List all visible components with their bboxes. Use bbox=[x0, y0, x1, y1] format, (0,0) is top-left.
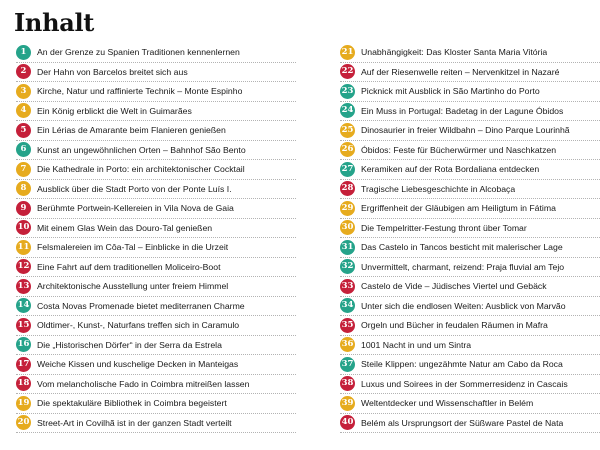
page-title: Inhalt bbox=[14, 8, 95, 37]
toc-item-title: Weiche Kissen und kuschelige Decken in Manteigas bbox=[37, 359, 239, 370]
toc-item-number-badge: 5 bbox=[16, 123, 31, 138]
toc-item-title: Mit einem Glas Wein das Douro-Tal genießen bbox=[37, 222, 213, 233]
toc-item[interactable] bbox=[16, 414, 296, 434]
toc-item[interactable] bbox=[16, 297, 296, 317]
toc-item-title: Orgeln und Bücher in feudalen Räumen in Mafra bbox=[361, 320, 548, 331]
toc-item[interactable] bbox=[340, 375, 600, 395]
toc-item-title: Das Castelo in Tancos besticht mit malerischer Lage bbox=[361, 242, 563, 253]
toc-item-number-badge: 19 bbox=[16, 396, 31, 411]
toc-item-title: Street-Art in Covilhã ist in der ganzen Stadt verteilt bbox=[37, 417, 232, 428]
toc-item[interactable] bbox=[340, 336, 600, 356]
toc-item-title: Eine Fahrt auf dem traditionellen Moliceiro-Boot bbox=[37, 261, 221, 272]
toc-item[interactable] bbox=[340, 82, 600, 102]
toc-item[interactable] bbox=[340, 63, 600, 83]
toc-item-number-badge: 38 bbox=[340, 376, 355, 391]
toc-item-title: Ausblick über die Stadt Porto von der Ponte Luís I. bbox=[37, 183, 232, 194]
toc-item-number-badge: 39 bbox=[340, 396, 355, 411]
toc-item-title: Castelo de Vide – Jüdisches Viertel und Gebäck bbox=[361, 281, 547, 292]
toc-item-number-badge: 13 bbox=[16, 279, 31, 294]
toc-item-number-badge: 21 bbox=[340, 45, 355, 60]
toc-item[interactable] bbox=[340, 277, 600, 297]
toc-item-number-badge: 6 bbox=[16, 142, 31, 157]
toc-item[interactable] bbox=[16, 199, 296, 219]
toc-item[interactable] bbox=[340, 238, 600, 258]
toc-item-number-badge: 32 bbox=[340, 259, 355, 274]
toc-item-title: Keramiken auf der Rota Bordaliana entdecken bbox=[361, 164, 540, 175]
toc-item-title: An der Grenze zu Spanien Traditionen kennenlernen bbox=[37, 47, 240, 58]
toc-item-number-badge: 26 bbox=[340, 142, 355, 157]
toc-item[interactable] bbox=[340, 414, 600, 434]
toc-item-title: Tragische Liebesgeschichte in Alcobaça bbox=[361, 183, 516, 194]
toc-item[interactable] bbox=[16, 258, 296, 278]
toc-item-title: Der Hahn von Barcelos breitet sich aus bbox=[37, 66, 188, 77]
toc-item-number-badge: 25 bbox=[340, 123, 355, 138]
toc-item[interactable] bbox=[340, 180, 600, 200]
toc-item-number-badge: 33 bbox=[340, 279, 355, 294]
toc-item[interactable] bbox=[16, 121, 296, 141]
toc-item-number-badge: 17 bbox=[16, 357, 31, 372]
toc-item[interactable] bbox=[16, 316, 296, 336]
toc-item-title: Berühmte Portwein-Kellereien in Vila Nova de Gaia bbox=[37, 203, 234, 214]
toc-item[interactable] bbox=[340, 43, 600, 63]
toc-item-title: Unvermittelt, charmant, reizend: Praja fluvial am Tejo bbox=[361, 261, 565, 272]
toc-item-title: Die „Historischen Dörfer“ in der Serra da Estrela bbox=[37, 339, 222, 350]
toc-item-number-badge: 27 bbox=[340, 162, 355, 177]
toc-item-number-badge: 11 bbox=[16, 240, 31, 255]
toc-item[interactable] bbox=[16, 375, 296, 395]
toc-item-number-badge: 20 bbox=[16, 415, 31, 430]
toc-item-title: Ein Lérias de Amarante beim Flanieren genießen bbox=[37, 125, 226, 136]
toc-item[interactable] bbox=[340, 102, 600, 122]
toc-item-number-badge: 28 bbox=[340, 181, 355, 196]
toc-item-number-badge: 15 bbox=[16, 318, 31, 333]
toc-item[interactable] bbox=[16, 160, 296, 180]
toc-item-number-badge: 14 bbox=[16, 298, 31, 313]
toc-item-number-badge: 18 bbox=[16, 376, 31, 391]
toc-item-title: Felsmalereien im Côa-Tal – Einblicke in die Urzeit bbox=[37, 242, 229, 253]
toc-item-number-badge: 4 bbox=[16, 103, 31, 118]
toc-item[interactable] bbox=[340, 121, 600, 141]
toc-item-title: Ein Muss in Portugal: Badetag in der Lagune Óbidos bbox=[361, 105, 564, 116]
toc-item-title: Auf der Riesenwelle reiten – Nervenkitzel in Nazaré bbox=[361, 66, 560, 77]
toc-item-number-badge: 22 bbox=[340, 64, 355, 79]
toc-item-title: Unabhängigkeit: Das Kloster Santa Maria Vitória bbox=[361, 47, 548, 58]
toc-item-title: Costa Novas Promenade bietet mediterranen Charme bbox=[37, 300, 245, 311]
toc-item-number-badge: 10 bbox=[16, 220, 31, 235]
toc-item-number-badge: 3 bbox=[16, 84, 31, 99]
toc-item[interactable] bbox=[16, 219, 296, 239]
toc-item[interactable] bbox=[340, 297, 600, 317]
toc-item[interactable] bbox=[340, 355, 600, 375]
toc-item-title: Kirche, Natur und raffinierte Technik – Monte Espinho bbox=[37, 86, 243, 97]
toc-item-number-badge: 7 bbox=[16, 162, 31, 177]
toc-item-title: Kunst an ungewöhnlichen Orten – Bahnhof São Bento bbox=[37, 144, 246, 155]
toc-item[interactable] bbox=[16, 141, 296, 161]
toc-column-left bbox=[16, 43, 296, 433]
toc-item-number-badge: 37 bbox=[340, 357, 355, 372]
toc-column-right bbox=[340, 43, 600, 433]
toc-item[interactable] bbox=[16, 63, 296, 83]
toc-item[interactable] bbox=[16, 336, 296, 356]
toc-item-title: Picknick mit Ausblick in São Martinho do Porto bbox=[361, 86, 540, 97]
toc-item-title: Ein König erblickt die Welt in Guimarães bbox=[37, 105, 192, 116]
toc-item-number-badge: 1 bbox=[16, 45, 31, 60]
toc-item-title: Die spektakuläre Bibliothek in Coimbra begeistert bbox=[37, 398, 227, 409]
toc-item-title: Unter sich die endlosen Weiten: Ausblick von Marvão bbox=[361, 300, 566, 311]
toc-item[interactable] bbox=[16, 394, 296, 414]
toc-item-number-badge: 36 bbox=[340, 337, 355, 352]
toc-item[interactable] bbox=[340, 258, 600, 278]
toc-item-number-badge: 40 bbox=[340, 415, 355, 430]
toc-item-number-badge: 16 bbox=[16, 337, 31, 352]
toc-item-title: Oldtimer-, Kunst-, Naturfans treffen sich in Caramulo bbox=[37, 320, 240, 331]
toc-item-number-badge: 23 bbox=[340, 84, 355, 99]
toc-item-number-badge: 2 bbox=[16, 64, 31, 79]
toc-item[interactable] bbox=[340, 160, 600, 180]
toc-item[interactable] bbox=[340, 199, 600, 219]
toc-item[interactable] bbox=[16, 102, 296, 122]
toc-item-title: 1001 Nacht in und um Sintra bbox=[361, 339, 472, 350]
toc-item-title: Die Tempelritter-Festung thront über Tomar bbox=[361, 222, 527, 233]
toc-item[interactable] bbox=[340, 394, 600, 414]
toc-item[interactable] bbox=[16, 43, 296, 63]
toc-item[interactable] bbox=[16, 180, 296, 200]
toc-item-number-badge: 12 bbox=[16, 259, 31, 274]
toc-item-number-badge: 8 bbox=[16, 181, 31, 196]
toc-item-number-badge: 34 bbox=[340, 298, 355, 313]
toc-item[interactable] bbox=[16, 277, 296, 297]
toc-item-title: Architektonische Ausstellung unter freiem Himmel bbox=[37, 281, 229, 292]
toc-item[interactable] bbox=[16, 82, 296, 102]
toc-item[interactable] bbox=[16, 355, 296, 375]
toc-item-number-badge: 35 bbox=[340, 318, 355, 333]
toc-item-title: Ergriffenheit der Gläubigen am Heiligtum in Fátima bbox=[361, 203, 556, 214]
toc-item-title: Óbidos: Feste für Bücherwürmer und Naschkatzen bbox=[361, 144, 557, 155]
toc-item-number-badge: 29 bbox=[340, 201, 355, 216]
toc-item[interactable] bbox=[16, 238, 296, 258]
toc-item-title: Steile Klippen: ungezähmte Natur am Cabo da Roca bbox=[361, 359, 563, 370]
toc-item-number-badge: 31 bbox=[340, 240, 355, 255]
toc-item-title: Vom melancholische Fado in Coimbra mitreißen lassen bbox=[37, 378, 250, 389]
toc-item[interactable] bbox=[340, 219, 600, 239]
toc-item-title: Belém als Ursprungsort der Süßware Pastel de Nata bbox=[361, 417, 564, 428]
toc-item-number-badge: 30 bbox=[340, 220, 355, 235]
toc-item-title: Dinosaurier in freier Wildbahn – Dino Parque Lourinhã bbox=[361, 125, 570, 136]
toc-item-number-badge: 24 bbox=[340, 103, 355, 118]
toc-item-title: Die Kathedrale in Porto: ein architektonischer Cocktail bbox=[37, 164, 245, 175]
toc-item-title: Weltentdecker und Wissenschaftler in Belém bbox=[361, 398, 534, 409]
toc-item[interactable] bbox=[340, 316, 600, 336]
toc-item-title: Luxus und Soirees in der Sommerresidenz in Cascais bbox=[361, 378, 568, 389]
toc-item[interactable] bbox=[340, 141, 600, 161]
toc-item-number-badge: 9 bbox=[16, 201, 31, 216]
